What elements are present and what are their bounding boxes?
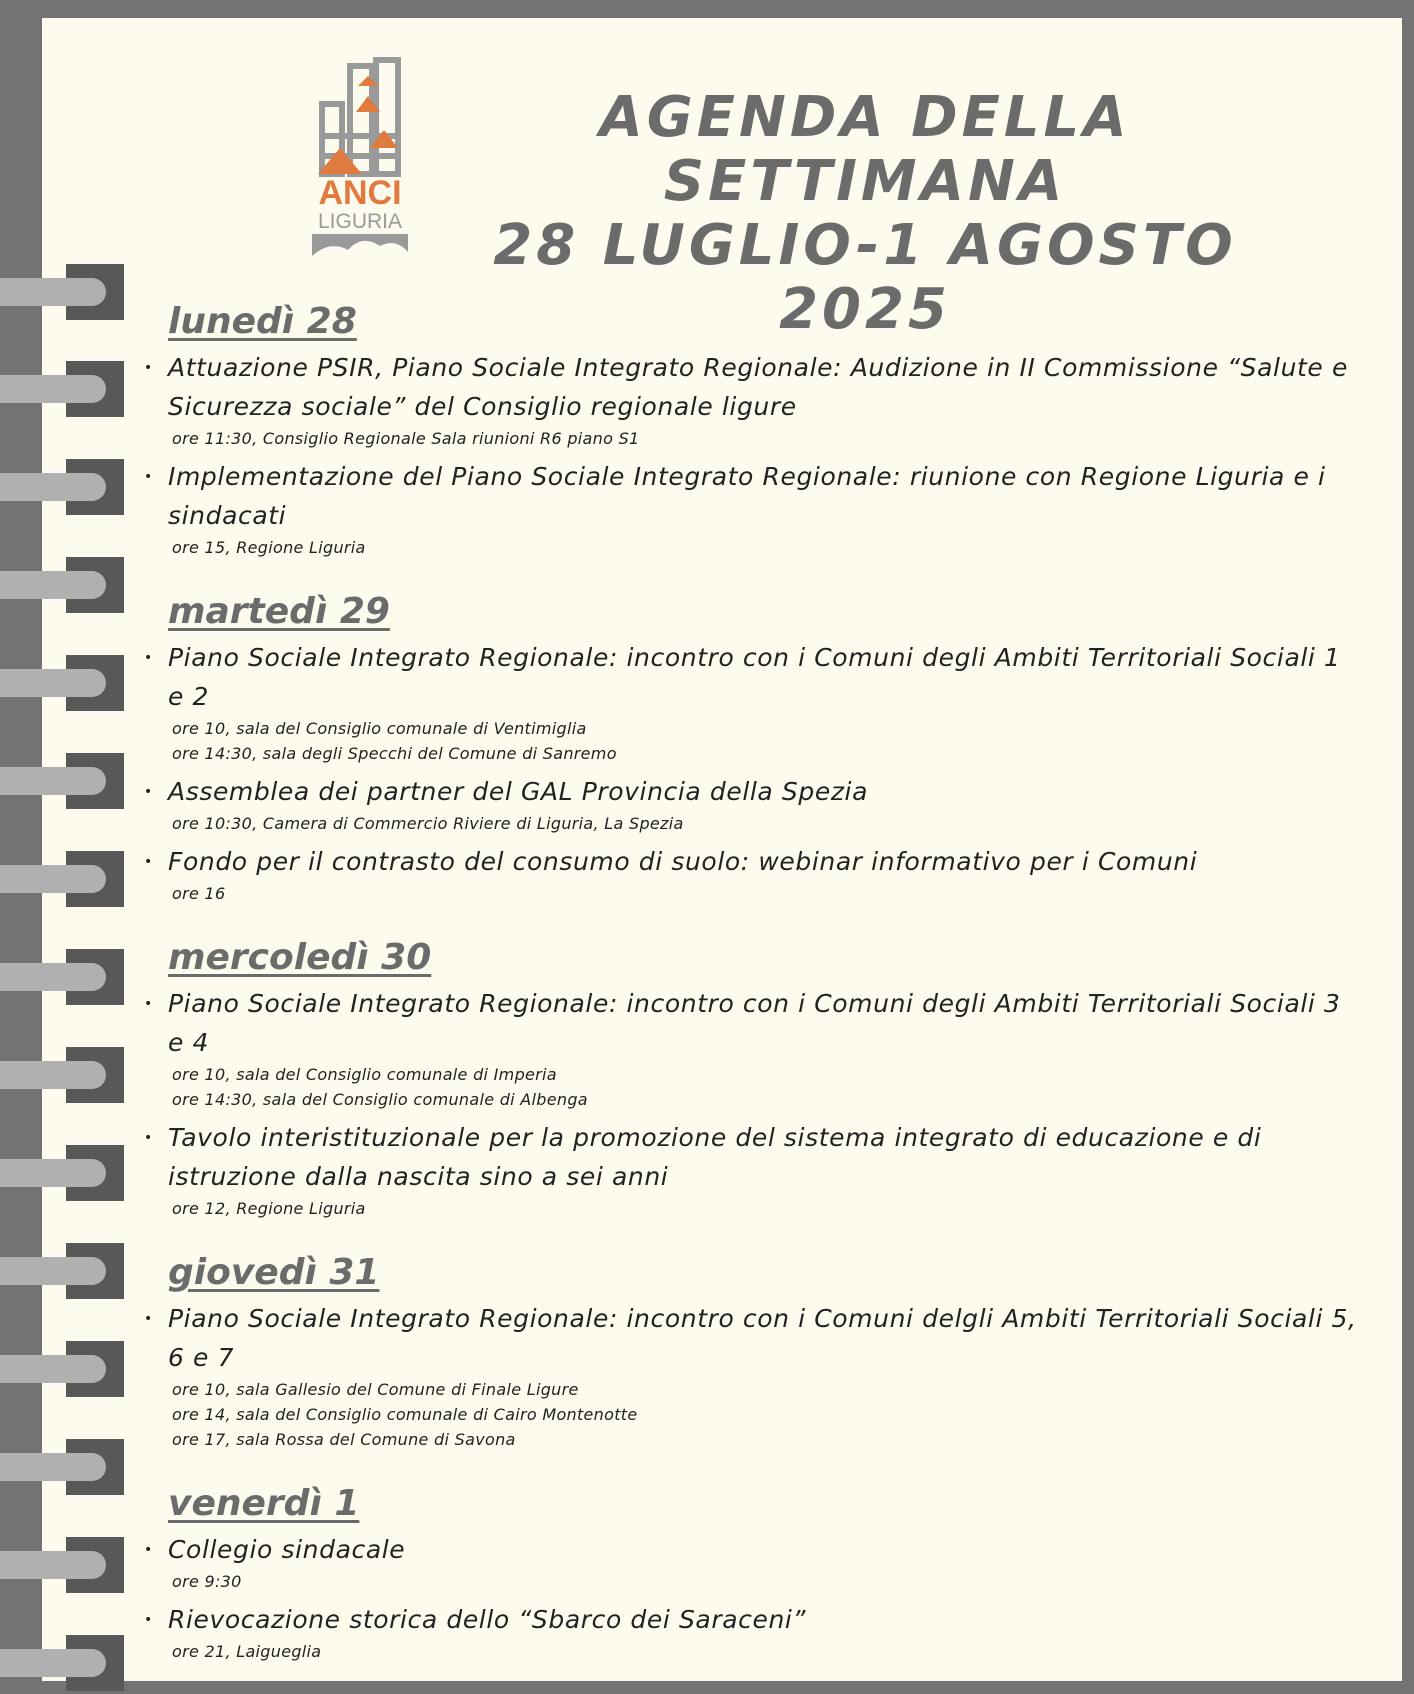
logo-graphic	[310, 56, 410, 270]
binding-ring	[0, 459, 124, 515]
bullet-icon: •	[144, 1612, 153, 1628]
agenda-item-detail: ore 10, sala del Consiglio comunale di Ventimiglia	[172, 719, 587, 738]
agenda-item-detail: ore 15, Regione Liguria	[172, 538, 366, 557]
title-line-1: AGENDA DELLA SETTIMANA	[599, 85, 1131, 214]
agenda-item-title: Piano Sociale Integrato Regionale: incontro con i Comuni degli Ambiti Territoriali Sociali 3 e 4	[168, 989, 1341, 1057]
logo-text-anci: ANCI	[318, 174, 402, 212]
agenda-item-title: Piano Sociale Integrato Regionale: incontro con i Comuni delgli Ambiti Territoriali Sociali 5, 6 e 7	[168, 1304, 1357, 1372]
day-section	[144, 590, 1358, 906]
agenda-item-title: Implementazione del Piano Sociale Integrato Regionale: riunione con Regione Liguria e i sindacati	[168, 462, 1326, 530]
agenda-item-detail: ore 10, sala del Consiglio comunale di Imperia	[172, 1065, 557, 1084]
binding-ring	[0, 1341, 124, 1397]
bullet-icon: •	[144, 784, 153, 800]
day-heading: venerdì 1	[168, 1483, 360, 1524]
bullet-icon: •	[144, 996, 153, 1012]
agenda-item-title: Piano Sociale Integrato Regionale: incontro con i Comuni degli Ambiti Territoriali Sociali 1 e 2	[168, 643, 1341, 711]
ring-loop	[0, 571, 106, 599]
agenda-item	[144, 842, 1358, 906]
bullet-icon: •	[144, 1542, 153, 1558]
binding-ring	[0, 557, 124, 613]
agenda-item-title: Attuazione PSIR, Piano Sociale Integrato Regionale: Audizione in II Commissione “Salute e Sicurezza sociale” del Consiglio regionale ligure	[168, 353, 1348, 421]
agenda-item-title: Assemblea dei partner del GAL Provincia della Spezia	[168, 777, 869, 806]
day-heading: giovedì 31	[168, 1252, 380, 1293]
ring-loop	[0, 1257, 106, 1285]
binding-ring	[0, 1635, 124, 1691]
bullet-icon: •	[144, 1311, 153, 1327]
day-heading: lunedì 28	[168, 301, 357, 342]
title-line-2: 28 LUGLIO-1 AGOSTO 2025	[493, 213, 1237, 342]
ring-loop	[0, 1551, 106, 1579]
binding-ring	[0, 1047, 124, 1103]
ring-loop	[0, 278, 106, 306]
agenda-item-detail: ore 14, sala del Consiglio comunale di Cairo Montenotte	[172, 1405, 638, 1424]
day-section	[144, 1482, 1358, 1664]
agenda-item-detail: ore 14:30, sala degli Specchi del Comune di Sanremo	[172, 744, 617, 763]
agenda-item-title: Tavolo interistituzionale per la promozione del sistema integrato di educazione e di istruzione dalla nascita sino a sei anni	[168, 1123, 1262, 1191]
agenda-item	[144, 457, 1358, 560]
agenda-item-detail: ore 11:30, Consiglio Regionale Sala riunioni R6 piano S1	[172, 429, 640, 448]
agenda-item-title: Fondo per il contrasto del consumo di suolo: webinar informativo per i Comuni	[168, 847, 1198, 876]
ring-loop	[0, 1159, 106, 1187]
bullet-icon: •	[144, 1130, 153, 1146]
ring-loop	[0, 1061, 106, 1089]
binding-ring	[0, 1439, 124, 1495]
day-section	[144, 300, 1358, 560]
agenda-item-detail: ore 17, sala Rossa del Comune di Savona	[172, 1430, 516, 1449]
agenda-item	[144, 1530, 1358, 1594]
day-section	[144, 936, 1358, 1221]
spiral-binding	[0, 0, 130, 1681]
day-heading: mercoledì 30	[168, 937, 432, 978]
bullet-icon: •	[144, 469, 153, 485]
binding-ring	[0, 851, 124, 907]
agenda-item	[144, 1600, 1358, 1664]
agenda-item-detail: ore 21, Laigueglia	[172, 1642, 322, 1661]
ring-loop	[0, 375, 106, 403]
agenda-item-detail: ore 10, sala Gallesio del Comune di Finale Ligure	[172, 1380, 579, 1399]
agenda-item	[144, 1299, 1358, 1452]
agenda-item-detail: ore 9:30	[172, 1572, 242, 1591]
bullet-icon: •	[144, 360, 153, 376]
ring-loop	[0, 1355, 106, 1383]
agenda-item	[144, 984, 1358, 1112]
agenda-item	[144, 638, 1358, 766]
bullet-icon: •	[144, 854, 153, 870]
binding-ring	[0, 1537, 124, 1593]
bullet-icon: •	[144, 650, 153, 666]
agenda-list	[144, 300, 1358, 1694]
day-heading: martedì 29	[168, 591, 390, 632]
binding-ring	[0, 753, 124, 809]
binding-ring	[0, 264, 124, 320]
agenda-item-detail: ore 16	[172, 884, 226, 903]
agenda-item-detail: ore 14:30, sala del Consiglio comunale di Albenga	[172, 1090, 588, 1109]
day-section	[144, 1251, 1358, 1452]
ring-loop	[0, 669, 106, 697]
ring-loop	[0, 1649, 106, 1677]
logo-text-liguria: LIGURIA	[317, 210, 403, 233]
ring-loop	[0, 767, 106, 795]
binding-ring	[0, 361, 124, 417]
agenda-item-title: Rievocazione storica dello “Sbarco dei Saraceni”	[168, 1605, 807, 1634]
binding-ring	[0, 1243, 124, 1299]
agenda-item	[144, 772, 1358, 836]
binding-ring	[0, 655, 124, 711]
anci-liguria-logo	[310, 56, 410, 270]
agenda-item-detail: ore 10:30, Camera di Commercio Riviere di Liguria, La Spezia	[172, 814, 684, 833]
ring-loop	[0, 865, 106, 893]
agenda-item-title: Collegio sindacale	[168, 1535, 406, 1564]
binding-ring	[0, 949, 124, 1005]
binding-ring	[0, 1145, 124, 1201]
agenda-item-detail: ore 12, Regione Liguria	[172, 1199, 366, 1218]
agenda-item	[144, 1118, 1358, 1221]
ring-loop	[0, 473, 106, 501]
ring-loop	[0, 963, 106, 991]
ring-loop	[0, 1453, 106, 1481]
agenda-item	[144, 348, 1358, 451]
